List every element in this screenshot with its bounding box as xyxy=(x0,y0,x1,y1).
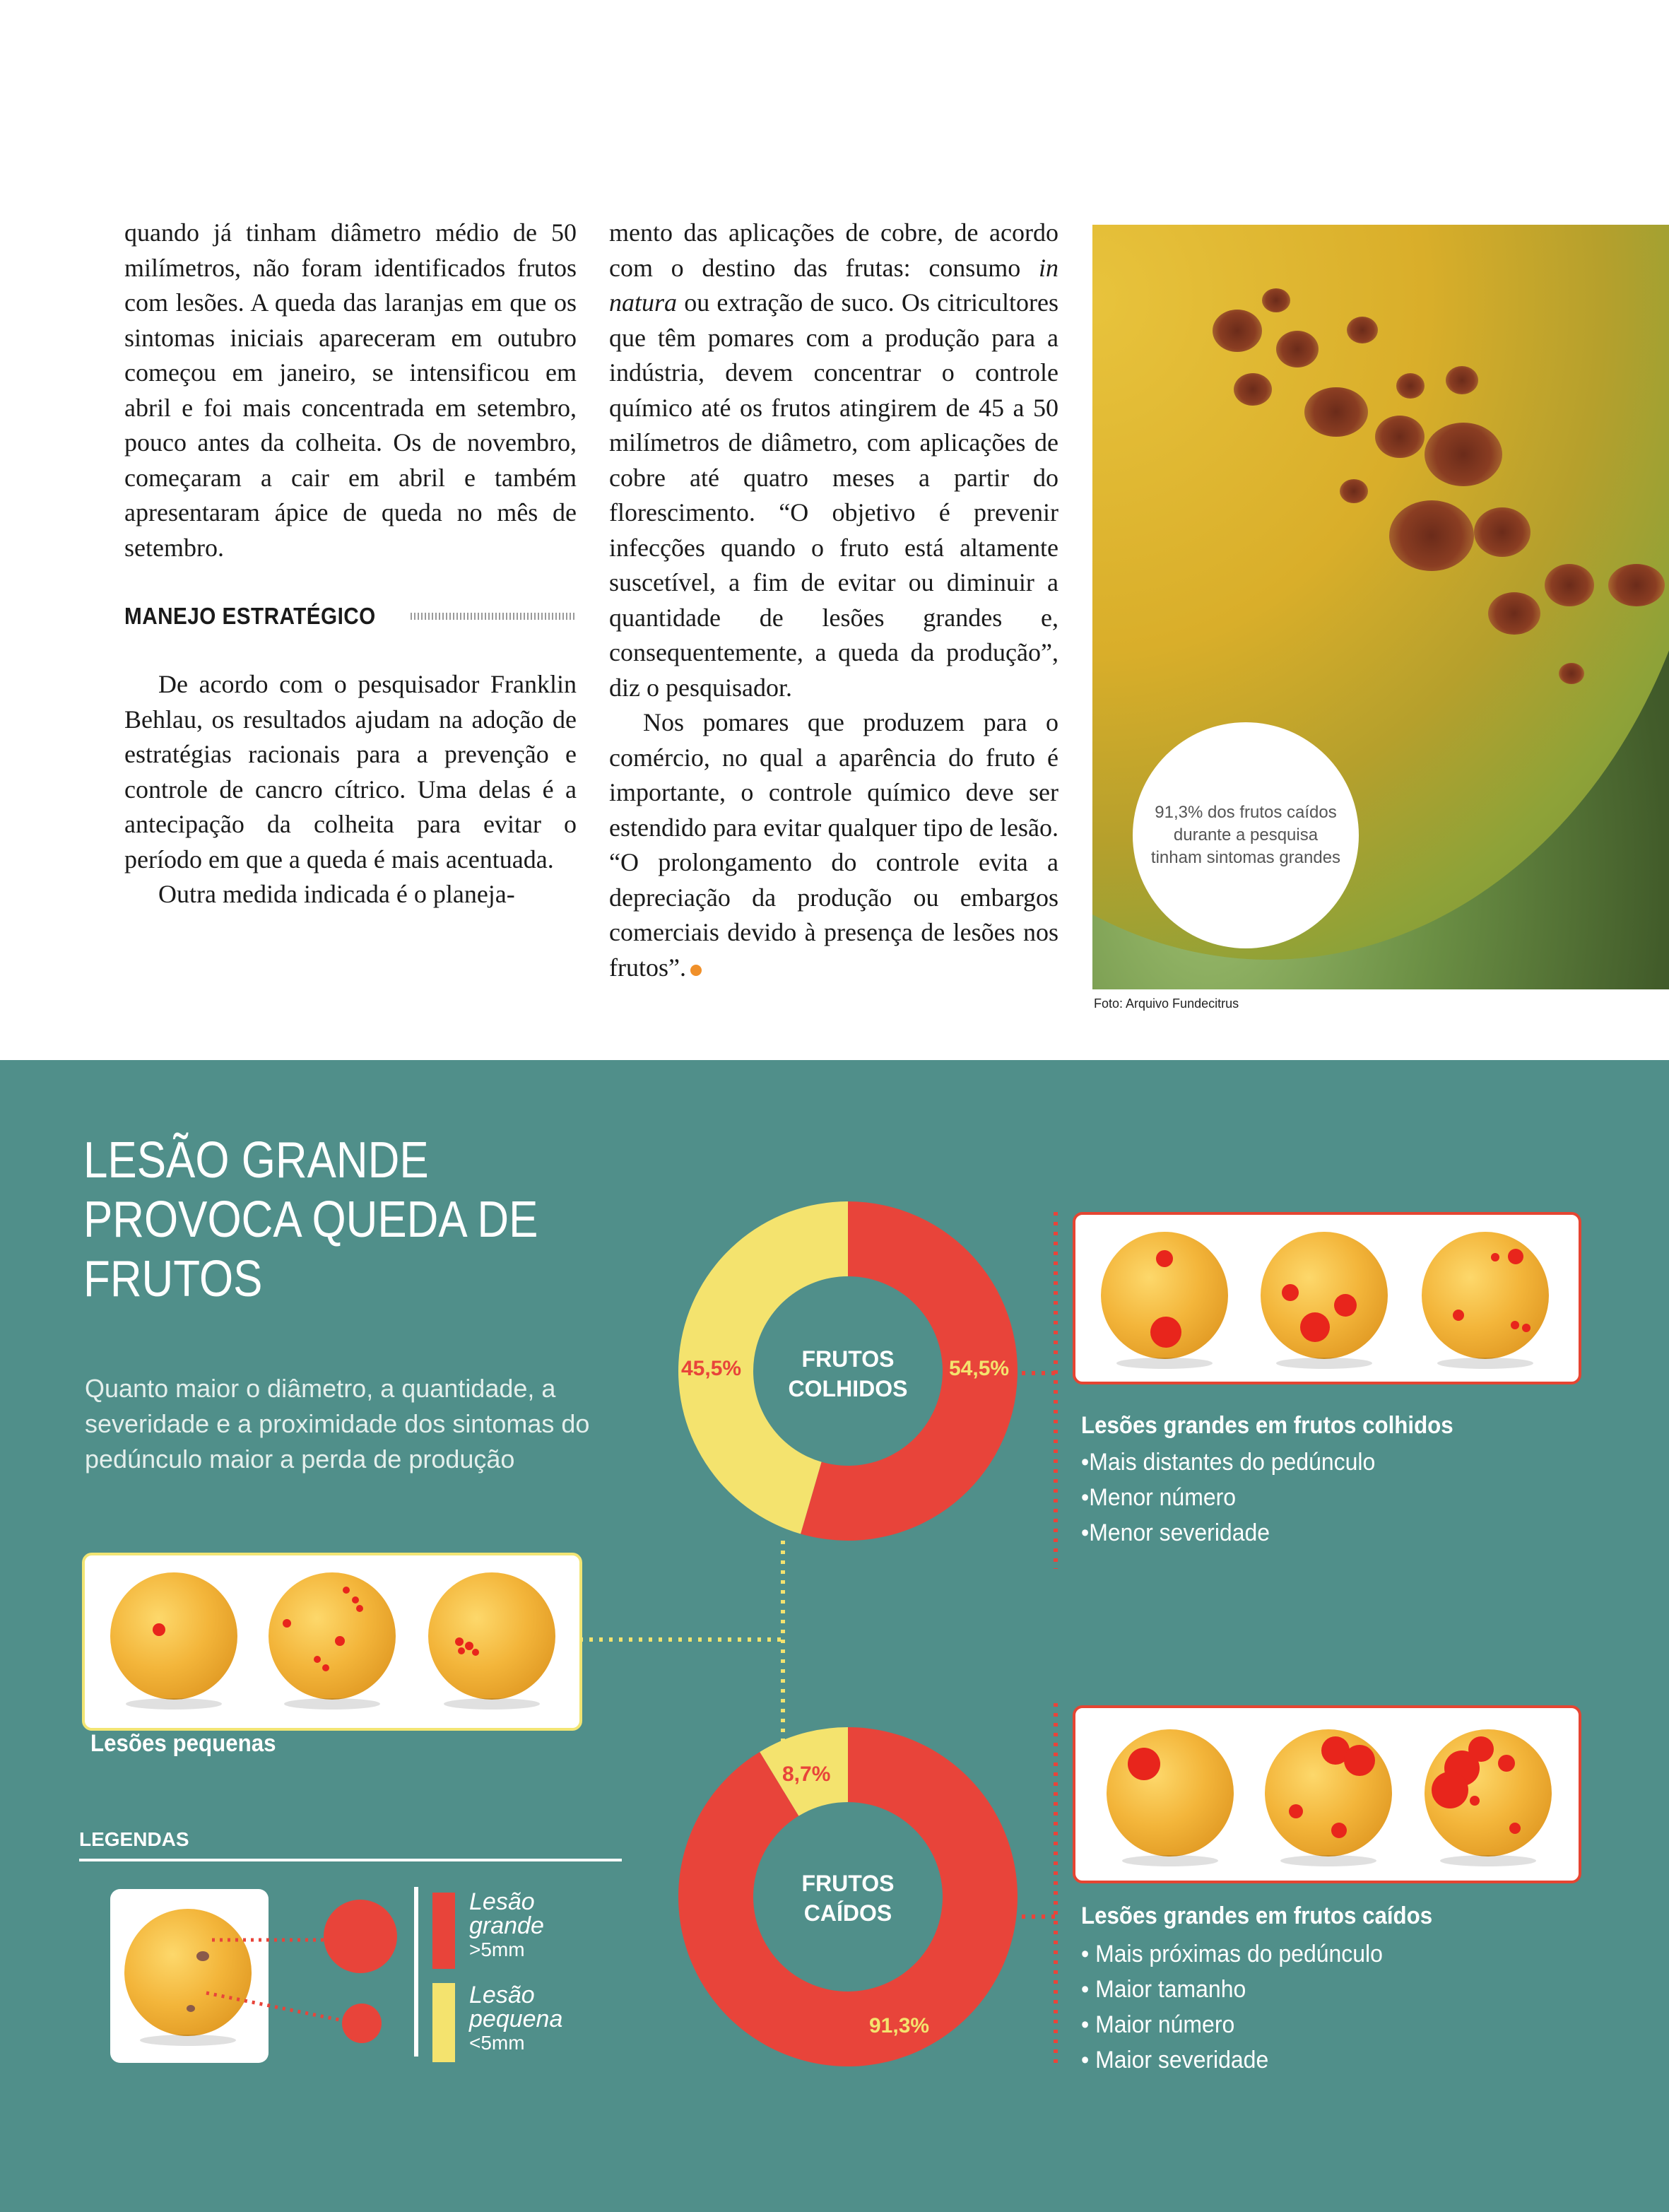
fallen-bullets xyxy=(1081,1936,1402,2078)
small-lesion-dot xyxy=(322,1664,329,1671)
small-lesions-caption: Lesões pequenas xyxy=(90,1730,276,1757)
harvested-caption: Lesões grandes em frutos colhidos xyxy=(1081,1412,1453,1439)
text-span: mento das aplicações de cobre, de acordo com o destino das frutas: consumo xyxy=(609,218,1058,282)
large-lesion-dot xyxy=(1300,1312,1330,1342)
small-lesion-dot xyxy=(352,1596,359,1604)
large-lesion-dot xyxy=(1453,1310,1464,1321)
legend-swatch-large xyxy=(432,1893,455,1969)
bullet-text: Maior tamanho xyxy=(1095,1976,1246,2003)
legend-text: >5mm xyxy=(469,1939,525,1960)
legend-label-large xyxy=(469,1890,544,1962)
legend-swatch-small xyxy=(432,1983,455,2062)
donut-center-label-colhidos: FRUTOS COLHIDOS xyxy=(788,1346,908,1401)
article-paragraph: De acordo com o pesquisador Franklin Behlau, os resultados ajudam na adoção de estratégias racionais para a prevenção e controle de cancro cítrico. Uma delas é a antecipação da colheita para evitar o período em que a queda é mais acentuada. xyxy=(124,670,577,873)
large-lesion-dot xyxy=(1470,1796,1480,1806)
infographic-title: LESÃO GRANDE PROVOCA QUEDA DE FRUTOS xyxy=(83,1132,538,1307)
large-lesion-dot xyxy=(1468,1736,1494,1762)
small-lesion-dot xyxy=(472,1649,479,1656)
fallen-fruits-card xyxy=(1073,1705,1581,1883)
legend-text: grande xyxy=(469,1912,544,1939)
bullet-text: Menor número xyxy=(1089,1484,1237,1511)
badge-text: 91,3% dos frutos caídos durante a pesquisa tinham sintomas grandes xyxy=(1150,803,1341,867)
legend-label-small xyxy=(469,1983,562,2055)
large-lesion-dot xyxy=(1508,1249,1523,1264)
pct-label-caidos-small: 8,7% xyxy=(782,1763,831,1786)
orange-illustration xyxy=(1422,1232,1549,1359)
harvested-bullets xyxy=(1081,1445,1394,1551)
small-lesion-dot xyxy=(283,1619,291,1628)
bullet-item: • Maior tamanho xyxy=(1081,1976,1246,2003)
bullet-text: Mais distantes do pedúnculo xyxy=(1089,1449,1376,1476)
pct-label-colhidos-small: 45,5% xyxy=(681,1357,742,1380)
small-lesion-dot xyxy=(458,1647,465,1654)
legend-text: Lesão xyxy=(469,1888,535,1915)
pct-label-caidos-large: 91,3% xyxy=(869,2014,930,2037)
lesion-sample xyxy=(187,2005,195,2012)
legend-title: LEGENDAS xyxy=(79,1828,189,1850)
large-lesion-dot xyxy=(1289,1804,1303,1818)
large-lesion-dot xyxy=(1432,1772,1468,1808)
large-lesion-dot xyxy=(1331,1823,1347,1838)
orange-illustration xyxy=(1107,1729,1234,1857)
bullet-text: Maior severidade xyxy=(1095,2047,1269,2073)
legend-text: pequena xyxy=(469,2006,563,2032)
italic-term: in natura xyxy=(609,253,1058,317)
fallen-caption: Lesões grandes em frutos caídos xyxy=(1081,1902,1433,1929)
small-lesion-dot xyxy=(465,1642,473,1650)
orange-illustration xyxy=(110,1572,237,1700)
article-paragraph: quando já tinham diâmetro médio de 50 milímetros, não foram identificados frutos com lesões. A queda das laranjas em que os sintomas iniciais apareceram em outubro começou em janeiro, se intensificou em abril e foi mais concentrada em setembro, pouco antes da colheita. Os de novembro, começaram a cair em abril e também apresentaram ápice de queda no mês de setembro. xyxy=(124,218,577,562)
orange-illustration xyxy=(1425,1729,1552,1857)
bullet-item: •Mais distantes do pedúnculo xyxy=(1081,1449,1376,1476)
orange-illustration xyxy=(269,1572,396,1700)
bullet-item: • Maior número xyxy=(1081,2011,1235,2038)
legend-text: <5mm xyxy=(469,2032,525,2054)
small-lesion-dot xyxy=(314,1656,321,1663)
small-lesions-card xyxy=(82,1553,582,1731)
large-lesion-dot xyxy=(1150,1317,1181,1348)
harvested-fruits-card xyxy=(1073,1212,1581,1384)
donut-center-label-caidos: FRUTOS CAÍDOS xyxy=(801,1871,895,1926)
large-lesion-dot xyxy=(1344,1745,1375,1776)
bullet-item: •Menor severidade xyxy=(1081,1519,1270,1546)
legend-swatches xyxy=(198,1880,424,2064)
large-lesion-dot xyxy=(1334,1294,1357,1317)
section-heading-text: MANEJO ESTRATÉGICO xyxy=(124,603,376,630)
small-lesion-dot xyxy=(343,1587,350,1594)
legend-rule xyxy=(79,1859,622,1861)
legend-text: Lesão xyxy=(469,1982,535,2008)
text-span: Nos pomares que produzem para o comércio, no qual a aparência do fruto é importante, o controle químico deve ser estendido para evitar qualquer tipo de lesão. “O prolongamento do controle evita a depreciação da produção ou embargos comerciais devido à presença de lesões nos frutos”. xyxy=(609,708,1058,982)
orange-illustration xyxy=(1261,1232,1388,1359)
large-lesion-dot xyxy=(1128,1748,1160,1780)
bullet-text: Maior número xyxy=(1095,2011,1235,2038)
bullet-text: Mais próximas do pedúnculo xyxy=(1095,1941,1383,1967)
large-lesion-dot xyxy=(1498,1755,1515,1772)
photo-credit: Foto: Arquivo Fundecitrus xyxy=(1094,996,1239,1011)
small-lesion-dot xyxy=(153,1623,165,1636)
large-lesion-dot xyxy=(1511,1321,1519,1329)
large-lesion-dot xyxy=(1522,1324,1531,1332)
large-lesion-dot xyxy=(1282,1284,1299,1301)
orange-illustration xyxy=(428,1572,555,1700)
large-lesion-dot xyxy=(1156,1250,1173,1267)
bullet-item: •Menor número xyxy=(1081,1484,1237,1511)
large-lesion-dot xyxy=(1491,1253,1499,1261)
pct-label-colhidos-large: 54,5% xyxy=(949,1357,1010,1380)
bullet-text: Menor severidade xyxy=(1089,1519,1270,1546)
infographic-subtitle: Quanto maior o diâmetro, a quantidade, a severidade e a proximidade dos sintomas do pedúnculo maior a perda de produção xyxy=(85,1374,590,1473)
small-lesion-dot xyxy=(356,1605,363,1612)
article-paragraph: Outra medida indicada é o planeja- xyxy=(158,880,515,908)
bullet-item: • Maior severidade xyxy=(1081,2047,1269,2073)
orange-illustration xyxy=(1101,1232,1228,1359)
orange-illustration xyxy=(1265,1729,1392,1857)
text-span: ou extração de suco. Os citricultores que têm pomares com a produção para a indústria, devem concentrar o controle químico até os frutos atingirem de 45 a 50 milímetros de diâmetro, com aplicações de cobre até quatro meses a partir do florescimento. “O objetivo é prevenir infecções quando o fruto está altamente suscetível, a fim de evitar ou diminuir a quantidade de lesões grandes e, consequentemente, a queda da produção”, diz o pesquisador. xyxy=(609,288,1058,702)
bullet-item: • Mais próximas do pedúnculo xyxy=(1081,1941,1383,1967)
large-lesion-dot xyxy=(1509,1823,1521,1834)
small-lesion-dot xyxy=(335,1636,345,1646)
small-lesion-dot xyxy=(455,1637,464,1646)
